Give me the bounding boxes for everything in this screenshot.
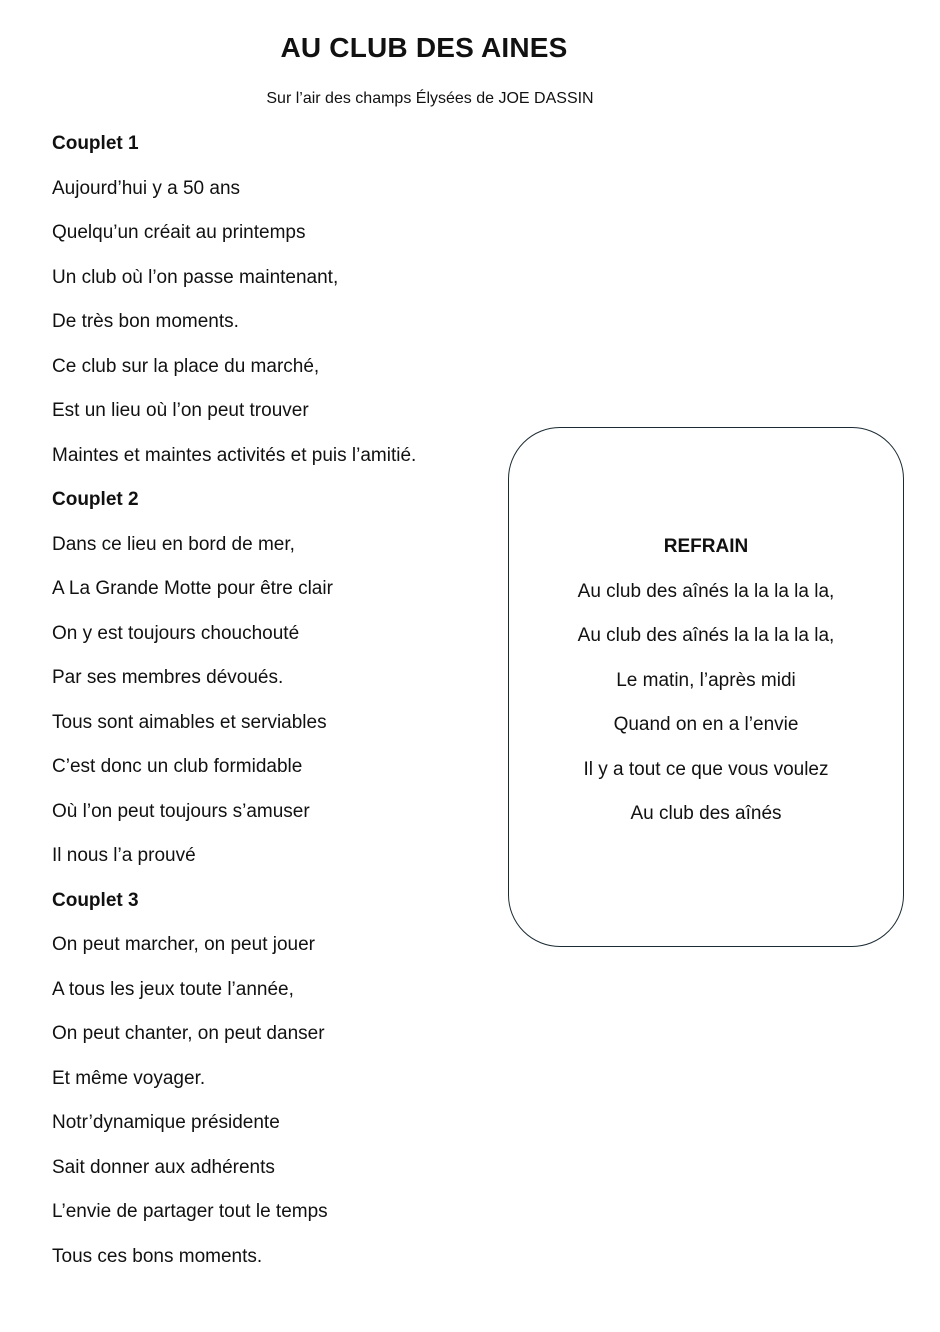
lyric-line: Par ses membres dévoués. <box>52 667 284 688</box>
page-title: AU CLUB DES AINES <box>280 32 568 63</box>
lyric-line: On peut marcher, on peut jouer <box>52 934 315 955</box>
refrain-line: Il y a tout ce que vous voulez <box>583 758 829 780</box>
lyric-line: Où l’on peut toujours s’amuser <box>52 800 310 822</box>
lyric-line: Quelqu’un créait au printemps <box>52 222 306 243</box>
lyric-line: Un club où l’on passe maintenant, <box>52 266 339 288</box>
lyric-line: A tous les jeux toute l’année, <box>52 978 294 1000</box>
lyric-line: Dans ce lieu en bord de mer, <box>52 533 295 555</box>
lyric-line: Il nous l’a prouvé <box>52 845 196 866</box>
lyric-line: Notr’dynamique présidente <box>52 1112 280 1133</box>
lyric-line: Aujourd’hui y a 50 ans <box>52 177 241 199</box>
refrain-heading: REFRAIN <box>663 536 749 557</box>
couplet-2-heading: Couplet 2 <box>52 489 139 510</box>
lyric-line: Maintes et maintes activités et puis l’amitié. <box>52 444 417 466</box>
lyric-line: Sait donner aux adhérents <box>52 1156 275 1178</box>
refrain-line: Au club des aînés la la la la la, <box>577 580 835 602</box>
lyric-line: L’envie de partager tout le temps <box>52 1201 328 1222</box>
lyric-line: De très bon moments. <box>52 311 239 332</box>
refrain-line: Au club des aînés <box>630 803 782 824</box>
refrain-line: Le matin, l’après midi <box>616 669 796 691</box>
couplet-1-heading: Couplet 1 <box>52 133 139 154</box>
lyric-line: Ce club sur la place du marché, <box>52 355 320 377</box>
lyric-line: Tous ces bons moments. <box>52 1245 263 1267</box>
refrain-line: Quand on en a l’envie <box>613 714 799 735</box>
refrain-box <box>508 427 904 947</box>
lyric-line: A La Grande Motte pour être clair <box>52 578 333 599</box>
refrain-content <box>509 529 903 841</box>
lyric-line: Et même voyager. <box>52 1067 206 1089</box>
page-subtitle: Sur l’air des champs Élysées de JOE DASSIN <box>266 90 594 107</box>
lyric-line: C’est donc un club formidable <box>52 756 303 777</box>
lyric-line: On y est toujours chouchouté <box>52 622 300 644</box>
lyric-line: On peut chanter, on peut danser <box>52 1023 325 1044</box>
refrain-line: Au club des aînés la la la la la, <box>577 625 835 646</box>
lyric-line: Tous sont aimables et serviables <box>52 711 327 733</box>
couplet-3-heading: Couplet 3 <box>52 889 139 911</box>
lyrics-column <box>52 126 502 1283</box>
lyric-line: Est un lieu où l’on peut trouver <box>52 400 309 421</box>
